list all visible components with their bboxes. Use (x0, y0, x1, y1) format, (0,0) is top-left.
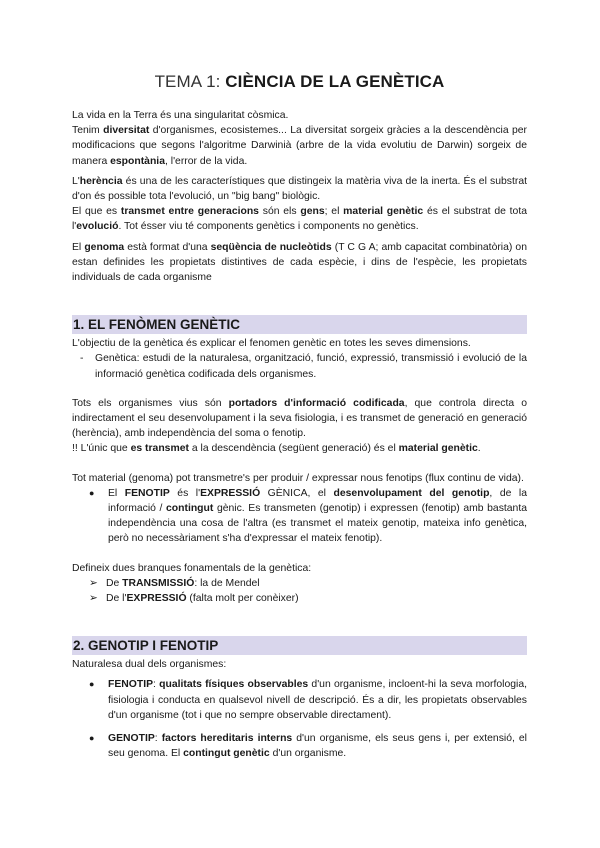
list-item: ● El FENOTIP és l'EXPRESSIÓ GÈNICA, el desenvolupament del genotip, de la informació / contingut gènic. Es transmeten (genotip) i expressen (fenotip) amb bastanta independència una cosa de l'altra (es transmet el mateix genotip, mateixa info genètica, però no necessàriament s'ha d'expressar el mateix fenotip). (89, 487, 528, 545)
intro-paragraph-5: El genoma està format d'una seqüència de nucleòtids (T C G A; amb capacitat combinatòria) on estan definides les propietats distintives de cada espècie, i dins de l'espècie, les propietats individuals de cada organisme (72, 241, 527, 284)
arrow-marker: ➢ (89, 593, 98, 605)
document-content (72, 70, 527, 762)
section-1-paragraph-2: Tots els organismes vius són portadors d'informació codificada, que controla directa o indirectament el seu desenvolupament i la seva fisiologia, i es transmet de generació en generació (herència), amb independència del soma o fenotip. (72, 397, 528, 440)
list-item: - Genètica: estudi de la naturalesa, organització, funció, expressió, transmissió i evolució de la informació genètica codificada dels organismes. (80, 353, 527, 380)
list-item: ● FENOTIP: qualitats físiques observables d'un organisme, incloent-hi la seva morfologia, fisiologia i conducta en qualsevol nivell de descripció. És a dir, les propietats observables d'un organisme (tot i que no sempre observable directament). (89, 679, 527, 721)
list-item: ➢ De TRANSMISSIÓ: la de Mendel (72, 576, 527, 591)
intro-paragraph-2: Tenim diversitat d'organismes, ecosistemes... La diversitat sorgeix gràcies a la descendència per modificacions que segons l'algoritme Darwinià (arbre de la vida evolutiu de Darwin) sorgeix de manera espontània, l'error de la vida. (72, 125, 527, 167)
title-prefix: TEMA 1: (154, 72, 226, 91)
dash-marker: - (80, 353, 84, 365)
bullet-marker: ● (89, 487, 95, 498)
page-title (72, 70, 527, 94)
intro-paragraph-3: L'herència és una de les característiques que distingeix la matèria viva de la inerta. És el substrat d'on és possible tota l'evolució, un "big bang" biològic. (72, 175, 527, 203)
intro-paragraph-1: La vida en la Terra és una singularitat còsmica. (72, 110, 289, 121)
list-item: ● GENOTIP: factors hereditaris interns d'un organisme, els seus gens i, per extensió, el seu genoma. El contingut genètic d'un organisme. (89, 733, 527, 760)
section-2-bullet-list (72, 677, 527, 761)
bullet-marker: ● (89, 733, 95, 744)
section-1-paragraph-4: Tot material (genoma) pot transmetre's per produir / expressar nous fenotips (flux continu de vida). (72, 472, 524, 484)
section-2-paragraph-1: Naturalesa dual dels organismes: (72, 659, 227, 671)
section-1-paragraph-5: Defineix dues branques fonamentals de la genètica: (72, 562, 312, 574)
section-1-paragraph-3: !! L'únic que es transmet a la descendència (següent generació) és el material genètic. (72, 443, 481, 455)
section-1-arrow-list (72, 576, 527, 606)
section-1-heading: 1. EL FENÒMEN GENÈTIC (72, 315, 527, 334)
arrow-marker: ➢ (89, 577, 98, 589)
section-2-heading: 2. GENOTIP I FENOTIP (72, 636, 527, 655)
title-main: CIÈNCIA DE LA GENÈTICA (225, 72, 445, 91)
list-item: ➢ De l'EXPRESSIÓ (falta molt per conèixer) (72, 591, 527, 606)
section-1-dash-list (72, 351, 527, 381)
bullet-marker: ● (89, 679, 95, 690)
intro-paragraph-4: El que es transmet entre generacions són els gens; el material genètic és el substrat de tota l'evolució. Tot ésser viu té components genètics i components no genètics. (72, 206, 528, 233)
section-1-bullet-list (72, 486, 527, 547)
section-1-paragraph-1: L'objectiu de la genètica és explicar el fenomen genètic en totes les seves dimensions. (72, 338, 471, 350)
